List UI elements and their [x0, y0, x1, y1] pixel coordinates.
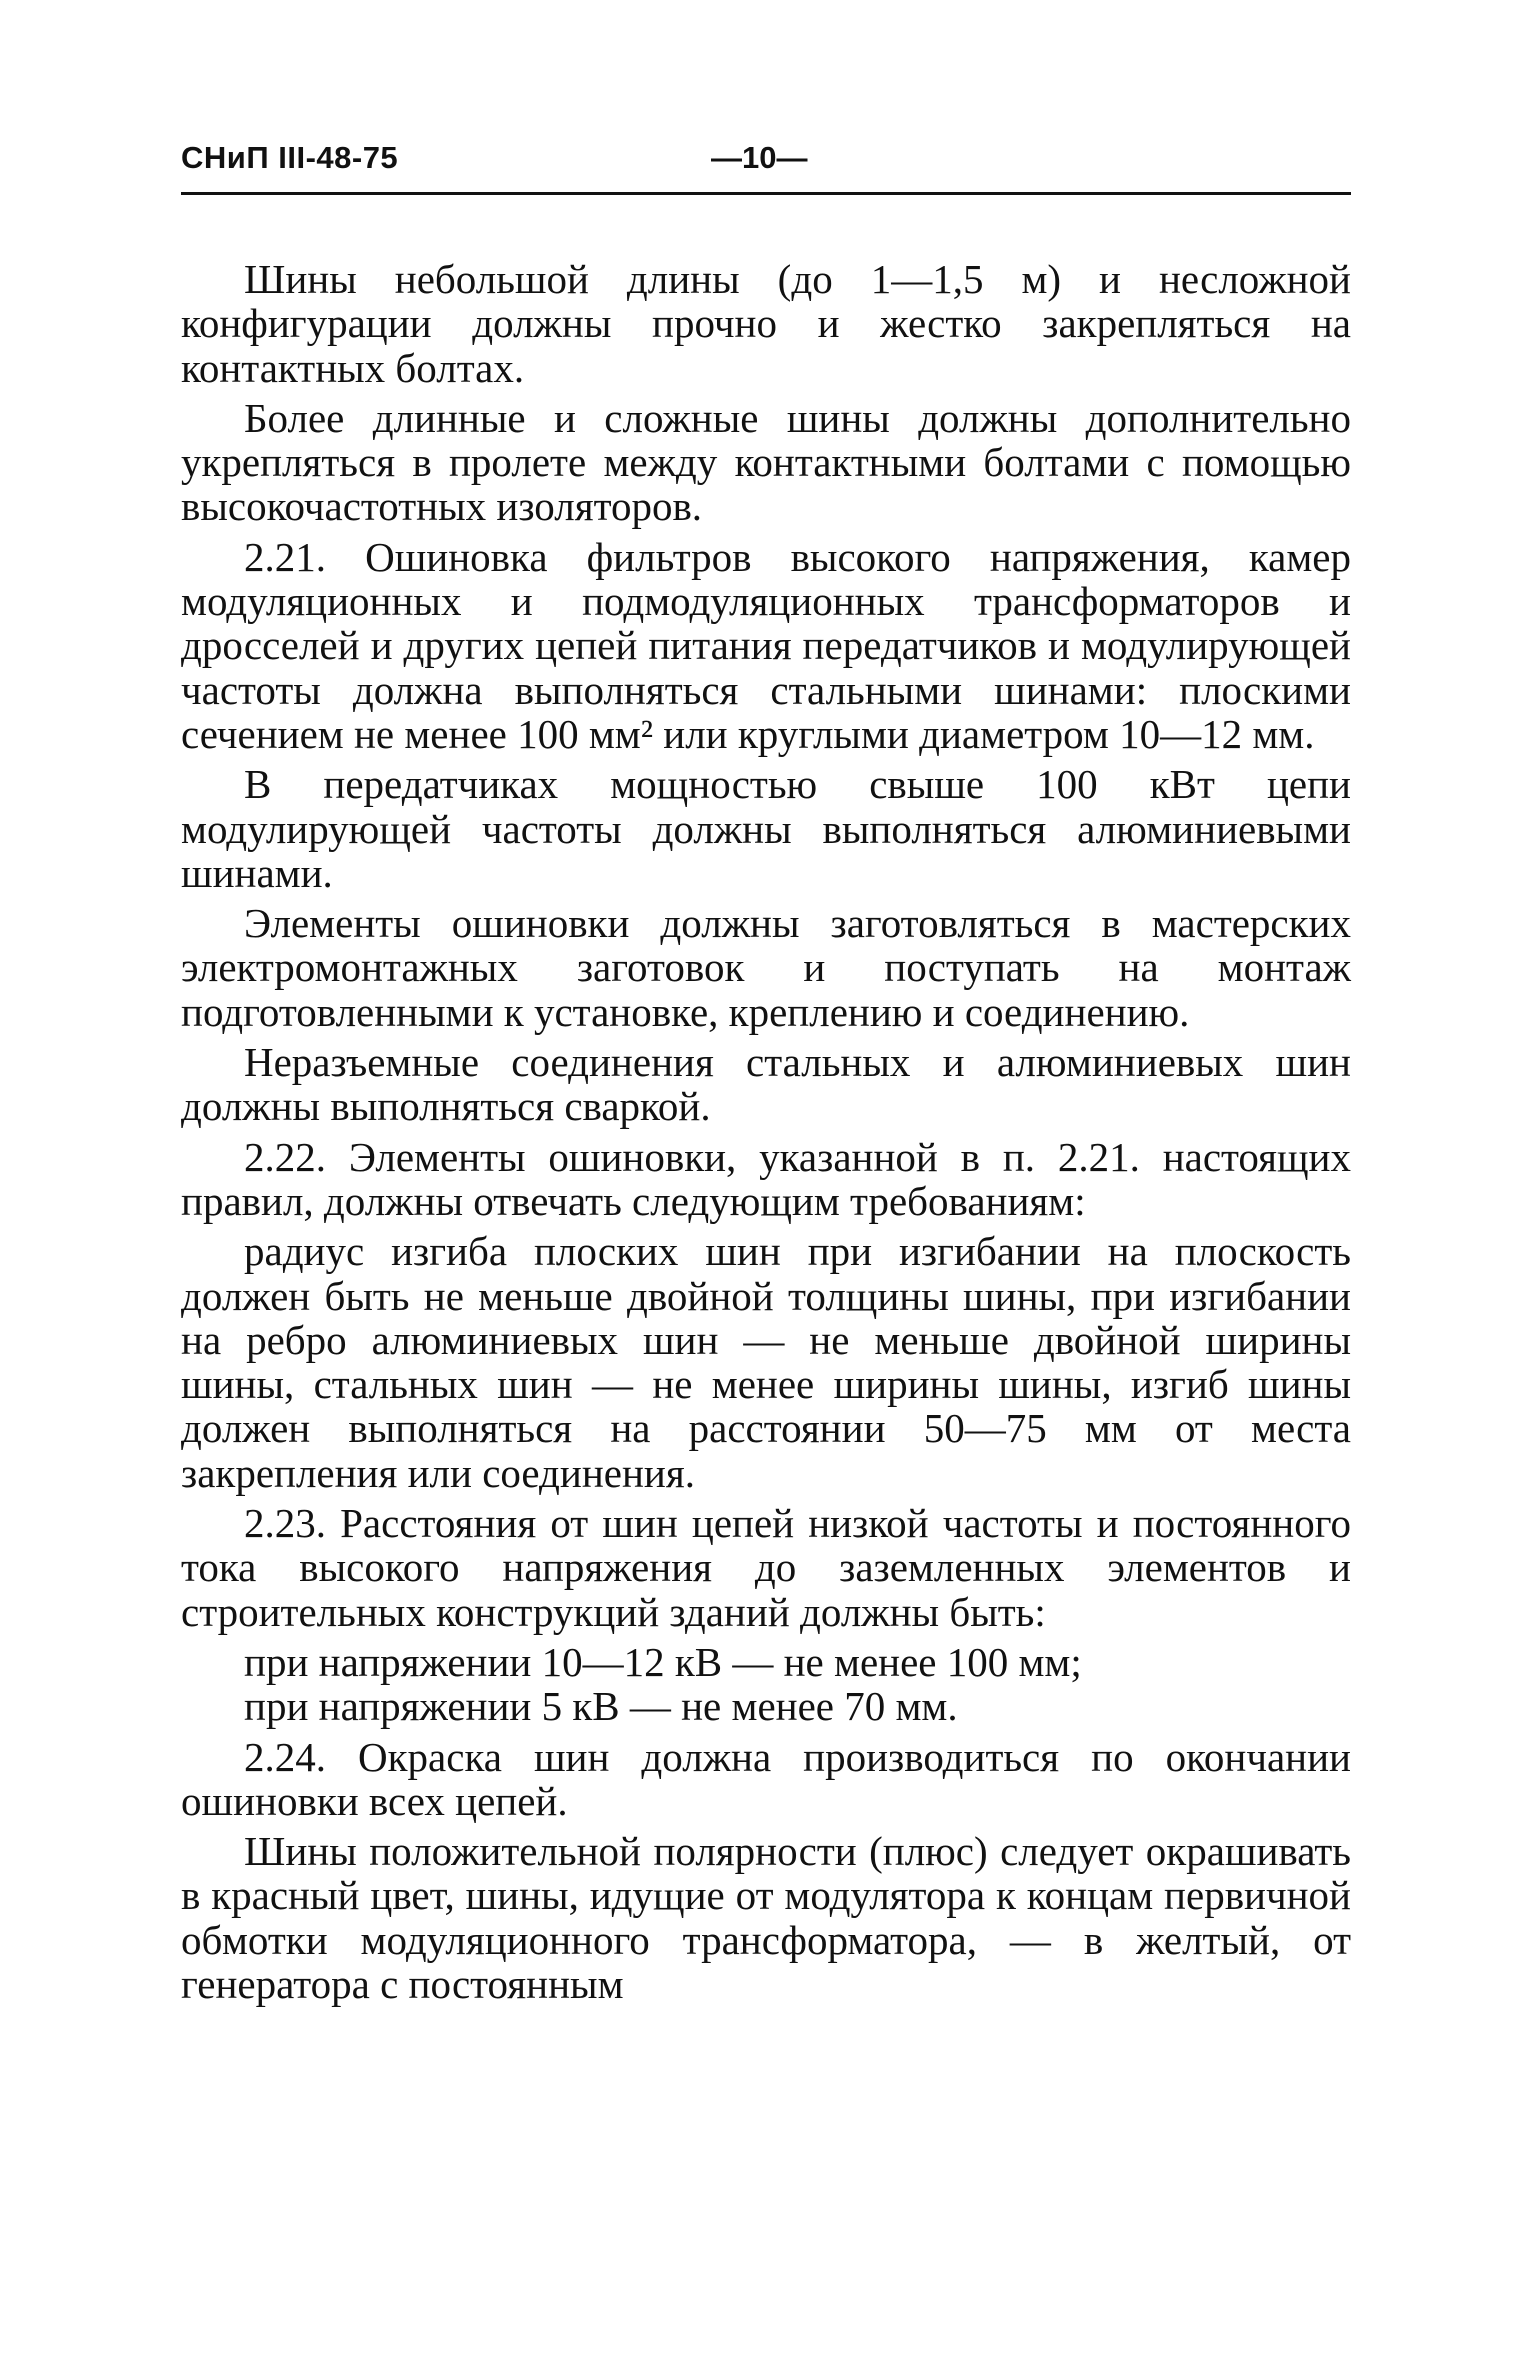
paragraph-text: Расстояния от шин цепей низкой частоты и постоянного тока высокого напряжения до заземленных элементов и строительных конструкций зданий должны быть:: [181, 1500, 1351, 1635]
paragraph-text: Элементы ошиновки должны заготовляться в мастерских электромонтажных заготовок и поступать на монтаж подготовленными к установке, креплению и соединению.: [181, 900, 1351, 1035]
section-number: 2.21.: [244, 533, 326, 580]
paragraph-text: при напряжении 5 кВ — не менее 70 мм.: [244, 1683, 958, 1730]
paragraph: [181, 535, 1351, 756]
document-page: [181, 140, 1351, 2006]
paragraph-text: Элементы ошиновки, указанной в п. 2.21. настоящих правил, должны отвечать следующим требованиям:: [181, 1133, 1351, 1224]
page-header: [181, 140, 1351, 195]
paragraph-text: Ошиновка фильтров высокого напряжения, камер модуляционных и подмодуляционных трансформаторов и дросселей и других цепей питания передатчиков и модулирующей частоты должна выполняться стальными шинами: плоскими сечением не менее 100 мм² или круглыми диаметром 10—12 мм.: [181, 533, 1351, 757]
paragraph: [181, 901, 1351, 1034]
paragraph-text: Шины небольшой длины (до 1—1,5 м) и несложной конфигурации должны прочно и жестко закрепляться на контактных болтах.: [181, 256, 1351, 391]
paragraph-text: В передатчиках мощностью свыше 100 кВт цепи модулирующей частоты должны выполняться алюминиевыми шинами.: [181, 761, 1351, 896]
paragraph: [181, 1501, 1351, 1634]
document-code: СНиП III-48-75: [181, 140, 399, 175]
section-number: 2.24.: [244, 1733, 326, 1780]
section-number: 2.23.: [244, 1500, 326, 1547]
paragraph: [181, 1229, 1351, 1495]
paragraph: [181, 762, 1351, 895]
paragraph: [181, 1829, 1351, 2006]
paragraph-text: Окраска шин должна производиться по окончании ошиновки всех цепей.: [181, 1733, 1352, 1824]
paragraph: [181, 396, 1351, 529]
paragraph: [181, 1735, 1351, 1824]
paragraph-text: Более длинные и сложные шины должны дополнительно укрепляться в пролете между контактными болтами с помощью высокочастотных изоляторов.: [181, 394, 1351, 530]
paragraph: [181, 1135, 1351, 1224]
paragraph-text: радиус изгиба плоских шин при изгибании на плоскость должен быть не меньше двойной толщины шины, при изгибании на ребро алюминиевых шин — не меньше двойной ширины шины, стальных шин — не менее ширины шины, изгиб шины должен выполняться на расстоянии 50—75 мм от места закрепления или соединения.: [181, 1228, 1351, 1496]
page-number: —10—: [711, 140, 808, 175]
paragraph: [181, 1040, 1351, 1129]
paragraph-text: Шины положительной полярности (плюс) следует окрашивать в красный цвет, шины, идущие от модулятора к концам первичной обмотки модуляционного трансформатора, — в желтый, от генератора с постоянным: [181, 1828, 1351, 2007]
paragraph: [181, 1684, 1351, 1728]
body-text: [181, 257, 1351, 2006]
section-number: 2.22.: [244, 1133, 326, 1180]
paragraph: [181, 1640, 1351, 1684]
paragraph-text: Неразъемные соединения стальных и алюминиевых шин должны выполняться сваркой.: [181, 1039, 1351, 1130]
paragraph: [181, 257, 1351, 390]
paragraph-text: при напряжении 10—12 кВ — не менее 100 мм;: [244, 1638, 1082, 1685]
